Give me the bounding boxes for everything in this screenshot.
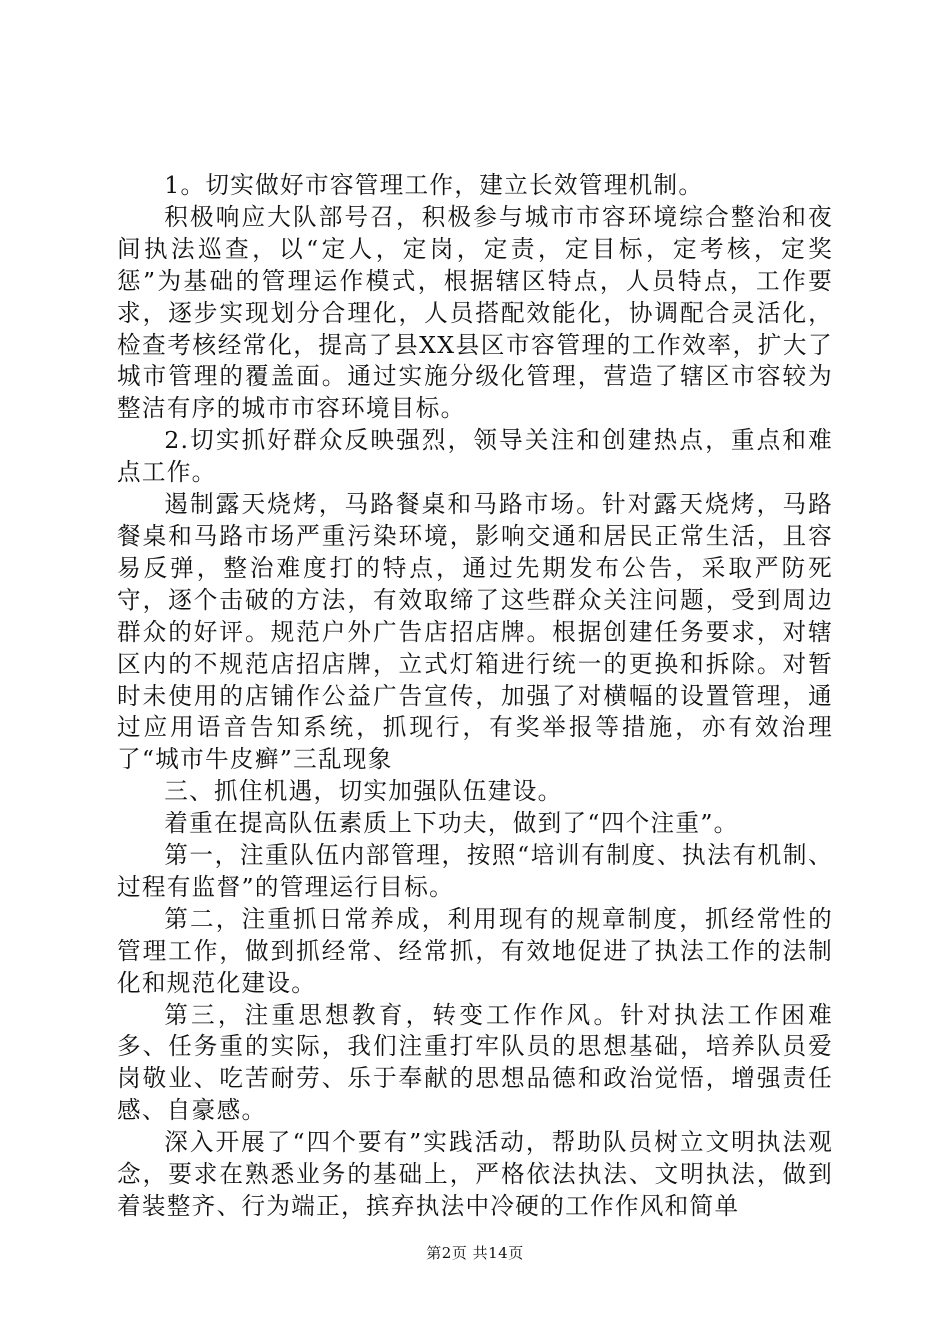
paragraph-2: 积极响应大队部号召，积极参与城市市容环境综合整治和夜间执法巡查，以“定人，定岗，定责，定目标，定考核，定奖惩”为基础的管理运作模式，根据辖区特点，人员特点，工作要求，逐步实现划分合理化，人员搭配效能化，协调配合灵活化，检查考核经常化，提高了县XX县区市容管理的工作效率，扩大了城市管理的覆盖面。通过实施分级化管理，营造了辖区市容较为整洁有序的城市市容环境目标。 <box>117 202 833 423</box>
paragraph-3: 2.切实抓好群众反映强烈，领导关注和创建热点，重点和难点工作。 <box>117 426 833 487</box>
paragraph-9: 第三，注重思想教育，转变工作作风。针对执法工作困难多、任务重的实际，我们注重打牢队员的思想基础，培养队员爱岗敬业、吃苦耐劳、乐于奉献的思想品德和政治觉悟，增强责任感、自豪感。 <box>117 1000 833 1125</box>
paragraph-1: 1。切实做好市容管理工作，建立长效管理机制。 <box>164 171 704 199</box>
paragraph-10: 深入开展了“四个要有”实践活动，帮助队员树立文明执法观念，要求在熟悉业务的基础上，严格依法执法、文明执法，做到着装整齐、行为端正，摈弃执法中冷硬的工作作风和简单 <box>117 1128 833 1220</box>
paragraph-4: 遏制露天烧烤，马路餐桌和马路市场。针对露天烧烤，马路餐桌和马路市场严重污染环境，影响交通和居民正常生活，且容易反弹，整治难度打的特点，通过先期发布公告，采取严防死守，逐个击破的方法，有效取缔了这些群众关注问题，受到周边群众的好评。规范户外广告店招店牌。根据创建任务要求，对辖区内的不规范店招店牌，立式灯箱进行统一的更换和拆除。对暂时未使用的店铺作公益广告宣传，加强了对横幅的设置管理，通过应用语音告知系统，抓现行，有奖举报等措施，亦有效治理了“城市牛皮癣”三乱现象 <box>117 490 833 774</box>
paragraph-7: 第一，注重队伍内部管理，按照“培训有制度、执法有机制、过程有监督”的管理运行目标。 <box>117 841 833 901</box>
document-body <box>117 170 833 1223</box>
page-number-footer: 第2页 共14页 <box>426 1244 524 1262</box>
paragraph-5: 三、抓住机遇，切实加强队伍建设。 <box>164 777 563 806</box>
paragraph-6: 着重在提高队伍素质上下功夫，做到了“四个注重”。 <box>164 809 739 838</box>
paragraph-8: 第二，注重抓日常养成，利用现有的规章制度，抓经常性的管理工作，做到抓经常、经常抓，有效地促进了执法工作的法制化和规范化建设。 <box>117 904 833 997</box>
